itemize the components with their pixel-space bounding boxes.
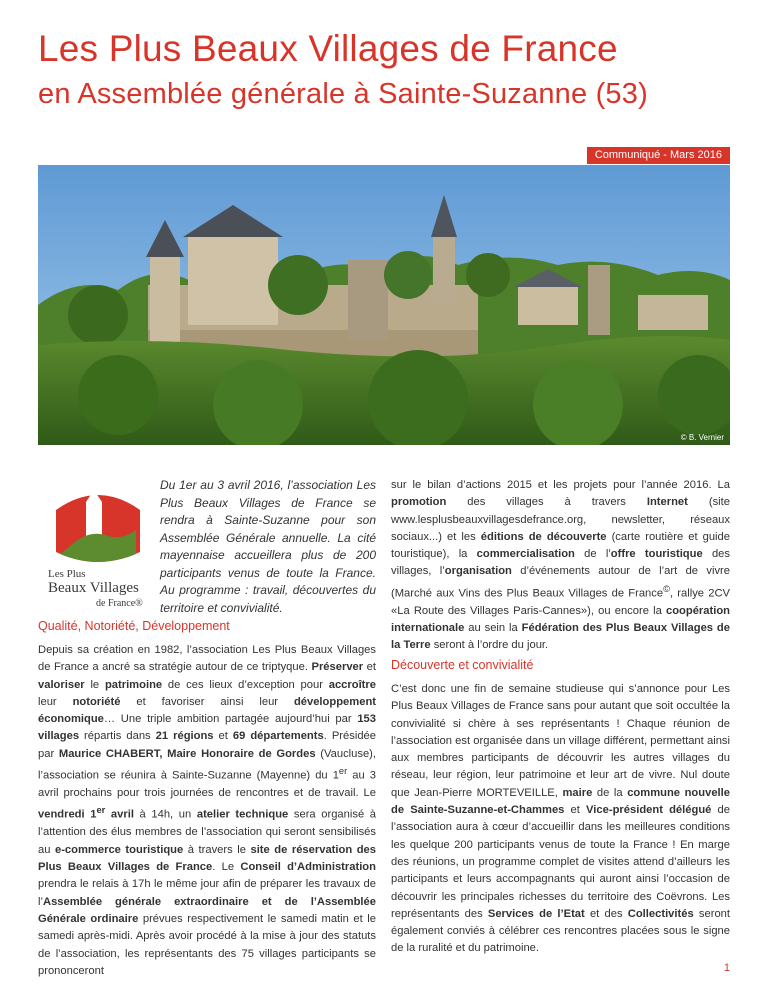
- logo-line2: Beaux Villages: [48, 580, 139, 596]
- section-heading-decouverte: Découverte et convivialité: [391, 658, 534, 672]
- village-logo-icon: [48, 480, 148, 568]
- logo-line1: Les Plus: [48, 568, 86, 580]
- section-heading-qualite: Qualité, Notoriété, Développement: [38, 619, 230, 633]
- section1-paragraph: Depuis sa création en 1982, l’association Les Plus Beaux Villages de France a ancré sa stratégie autour de ce triptyque. Préserver et valoriser le patrimoine de ces lieux d’exception pour accroître leur notoriété et favoriser ainsi leur développement économique… Une triple ambition partagée aujourd’hui par 153 villages répartis dans 21 régions et 69 départements. Présidée par Maurice CHABERT, Maire Honoraire de Gordes (Vaucluse), l’association se réunira à Sainte-Suzanne (Mayenne) du 1er au 3 avril prochains pour trois journées de rencontres et de travail. Le vendredi 1er avril à 14h, un atelier technique sera organisé à l’attention des élus membres de l’association qui seront sensibilisés au e-commerce touristique à travers le site de réservation des Plus Beaux Villages de France. Le Conseil d’Administration prendra le relais à 17h le même jour afin de préparer les travaux de l’Assemblée générale extraordinaire et de l’Assemblée Générale ordinaire prévues respectivement le samedi matin et le samedi après-midi. Après avoir procédé à la mise à jour des statuts de l’association, les représentants des 75 villages participants se prononceront: [38, 644, 377, 977]
- castle-landscape-image: [38, 165, 730, 445]
- page-title: Les Plus Beaux Villages de France: [38, 28, 618, 69]
- page-subtitle: en Assemblée générale à Sainte-Suzanne (53): [38, 78, 648, 110]
- page-number: 1: [723, 962, 730, 974]
- section2-paragraph: C’est donc une fin de semaine studieuse qui s’annonce pour Les Plus Beaux Villages de France sans pour autant que soit occultée la convivialité si chère à ses représentants ! Chaque réunion de l’association est organisée dans un village différent, permettant ainsi aux membres participants de découvrir les autres villages du réseau, leur région, leur patrimoine et leur art de vivre. Nul doute que Jean-Pierre MORTEVEILLE, maire de la commune nouvelle de Sainte-Suzanne-et-Chammes et Vice-président délégué de l’association aura à cœur d’accueillir dans les meilleures conditions les quelque 200 participants venus de toute la France ! En marge des réunions, un programme complet de visites attend d’ailleurs les participants et leurs accompagnants qui auront ainsi l’occasion de découvrir les principales richesses du territoire des Coëvrons. Les représentants des Services de l’Etat et des Collectivités seront également conviés à célébrer ces rencontres placées sous le signe de la ruralité et du patrimoine.: [391, 683, 730, 955]
- photo-credit: © B. Vernier: [680, 433, 724, 442]
- bilan-paragraph: sur le bilan d’actions 2015 et les projets pour l’année 2016. La promotion des villages à travers Internet (site www.lesplusbeauxvillagesdefrance.org, newsletter, réseaux sociaux...) et les éditions de découverte (carte routière et guide touristique), la commercialisation de l’offre touristique des villages, l’organisation d’événements autour de l’art de vivre (Marché aux Vins des Plus Beaux Villages de France©, rallye 2CV «La Route des Villages Paris-Cannes»), ou encore la coopération internationale au sein la Fédération des Plus Beaux Villages de la Terre seront à l’ordre du jour.: [391, 479, 731, 652]
- intro-paragraph: Du 1er au 3 avril 2016, l’association Les Plus Beaux Villages de France se rendra à Sainte-Suzanne pour son Assemblée Générale annuelle. La cité mayennaise accueillera plus de 200 participants venus de toute la France. Au programme : travail, découvertes du territoire et convivialité.: [160, 478, 376, 615]
- logo-line3: de France®: [96, 598, 143, 609]
- communique-tag: Communiqué - Mars 2016: [587, 147, 730, 164]
- association-logo: [48, 480, 148, 609]
- village-photo: [38, 165, 730, 445]
